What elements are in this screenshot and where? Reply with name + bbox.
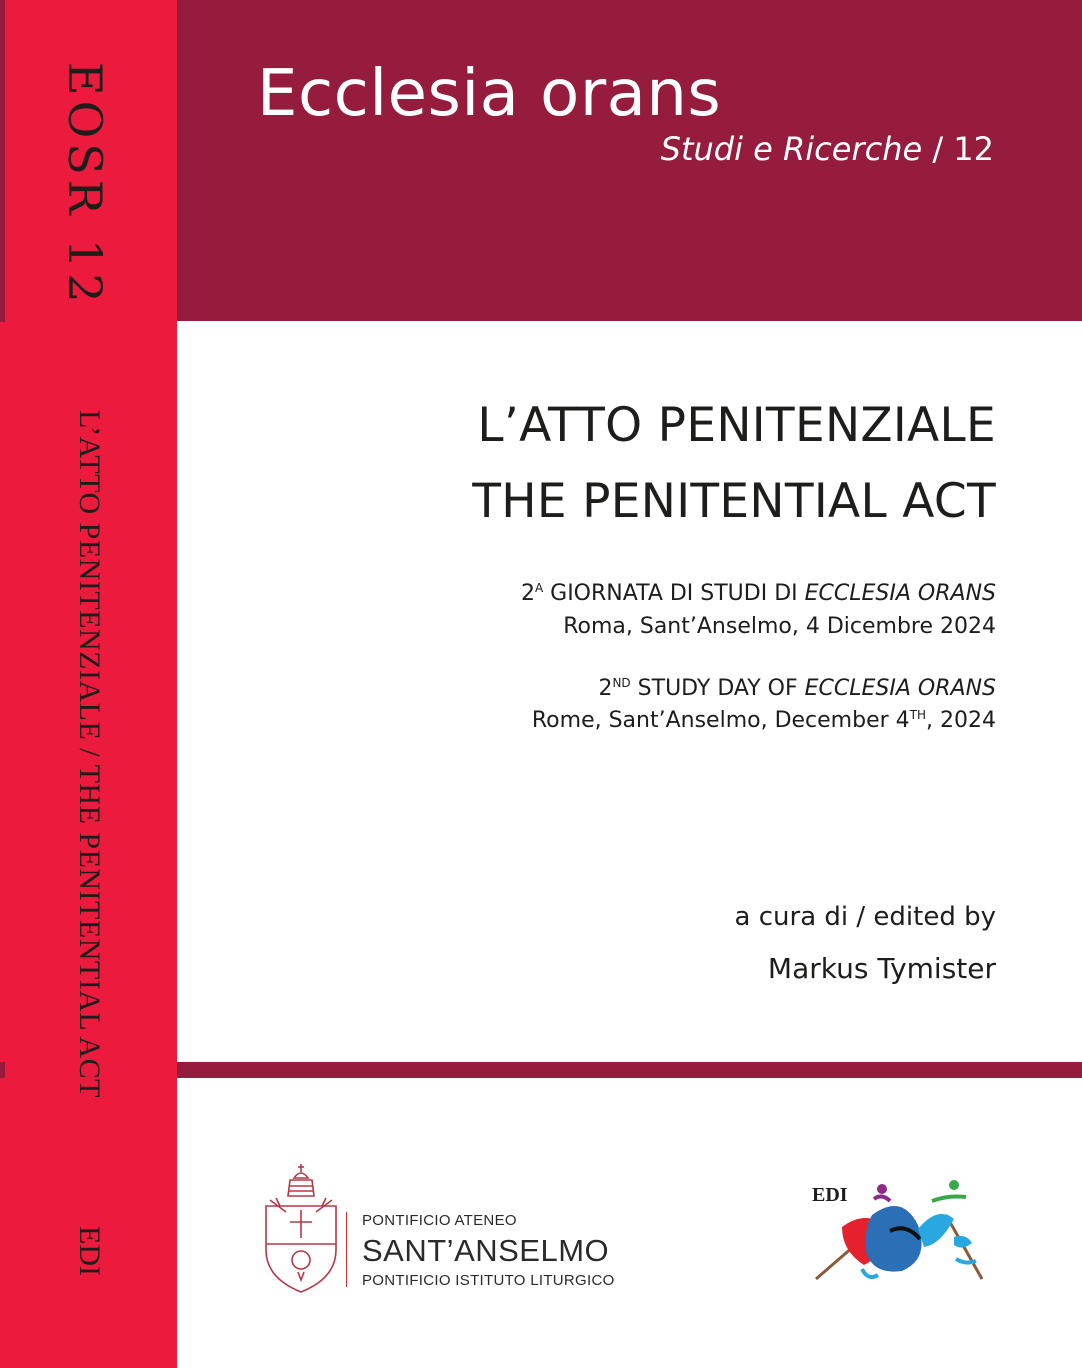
spine-title: L’ATTO PENITENZIALE / THE PENITENTIAL ACT bbox=[73, 410, 106, 1098]
coat-of-arms-icon bbox=[256, 1160, 346, 1295]
event-date-suffix: TH bbox=[909, 708, 927, 722]
event-journal-name: ECCLESIA ORANS bbox=[804, 676, 996, 701]
event-text: STUDY DAY OF bbox=[630, 676, 805, 701]
spine-publisher: EDI bbox=[73, 1226, 106, 1276]
institution-line3: PONTIFICIO ISTITUTO LITURGICO bbox=[362, 1272, 615, 1289]
event-ordinal-suffix: ND bbox=[612, 676, 631, 690]
event-place-text: Rome, Sant’Anselmo, December 4 bbox=[531, 708, 910, 733]
institution-name: SANT’ANSELMO bbox=[362, 1233, 610, 1268]
event-place-italian: Roma, Sant’Anselmo, 4 Dicembre 2024 bbox=[563, 614, 996, 639]
event-journal-name: ECCLESIA ORANS bbox=[804, 581, 996, 606]
book-title-italian: L’ATTO PENITENZIALE bbox=[477, 398, 996, 453]
editor-name: Markus Tymister bbox=[767, 952, 996, 985]
book-title-english: THE PENITENTIAL ACT bbox=[472, 474, 996, 529]
series-title: Ecclesia orans bbox=[257, 57, 722, 131]
event-heading-italian bbox=[521, 581, 996, 606]
series-number: / 12 bbox=[922, 130, 994, 168]
event-place-english bbox=[532, 708, 996, 733]
spine-edge-stripe bbox=[0, 0, 5, 322]
edi-logo-text: EDI bbox=[812, 1184, 848, 1206]
logo-separator bbox=[346, 1212, 347, 1287]
institution-line1: PONTIFICIO ATENEO bbox=[362, 1212, 517, 1229]
event-ordinal-suffix: A bbox=[534, 581, 544, 595]
series-subtitle bbox=[661, 130, 994, 168]
footer-divider bbox=[177, 1062, 1082, 1078]
series-subtitle-text: Studi e Ricerche bbox=[660, 130, 923, 168]
spine-series-code: EOSR 12 bbox=[58, 62, 112, 308]
event-year: , 2024 bbox=[926, 708, 996, 733]
event-text: GIORNATA DI STUDI DI bbox=[543, 581, 805, 606]
editor-label: a cura di / edited by bbox=[734, 902, 996, 932]
event-ordinal: 2 bbox=[520, 581, 535, 606]
event-heading-english bbox=[598, 676, 996, 701]
spine-edge-stripe bbox=[0, 1062, 5, 1078]
event-ordinal: 2 bbox=[598, 676, 613, 701]
